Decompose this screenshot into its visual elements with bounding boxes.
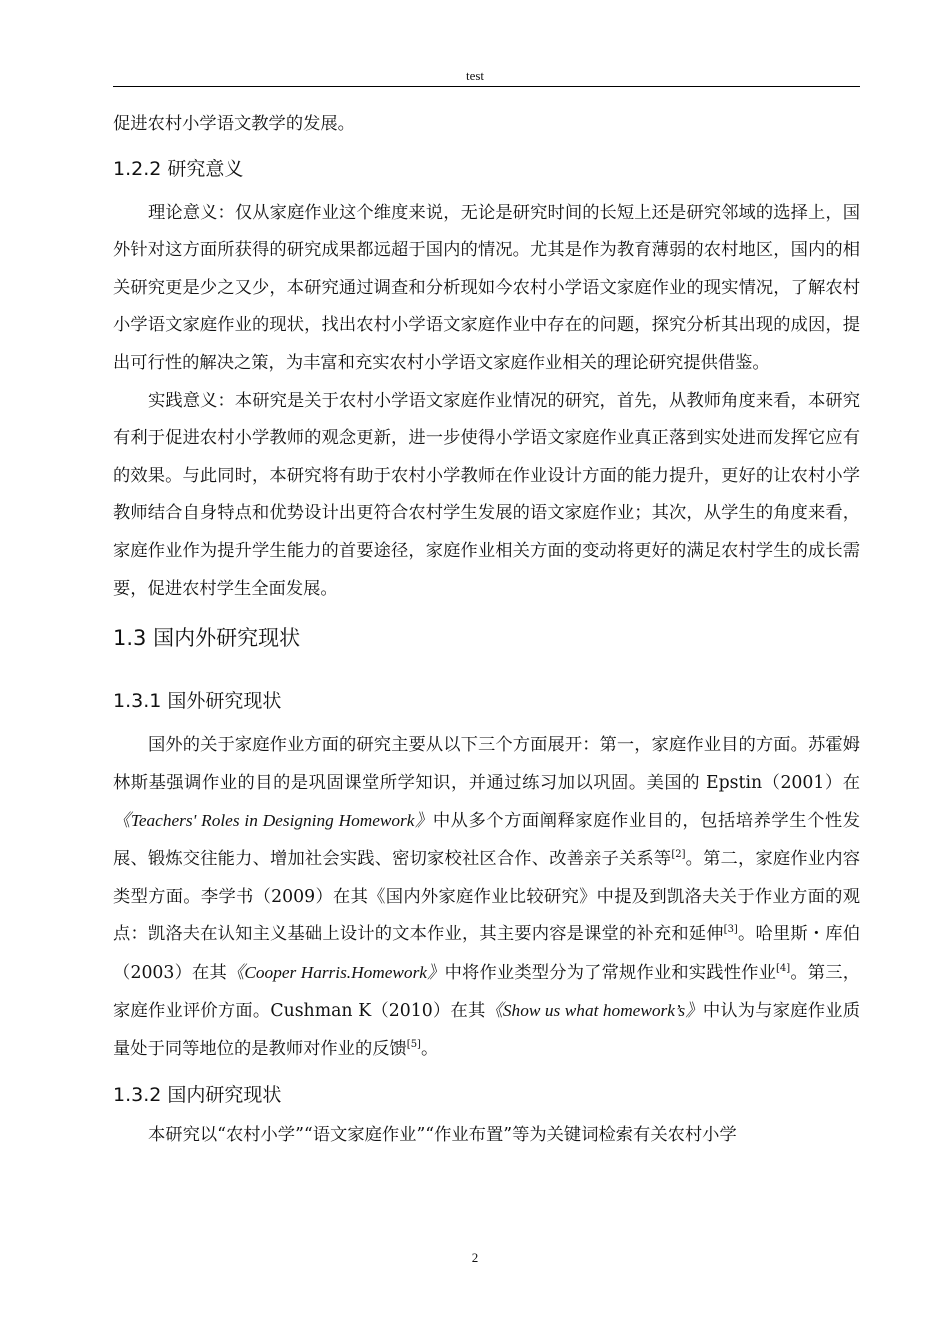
citation-ref: [2] <box>671 848 686 860</box>
paragraph-theory-significance: 理论意义：仅从家庭作业这个维度来说，无论是研究时间的长短上还是研究邻域的选择上，国外针对这方面所获得的研究成果都远超于国内的情况。尤其是作为教育薄弱的农村地区，国内的相关研究更是少之又少，本研究通过调查和分析现如今农村小学语文家庭作业的现实情况，了解农村小学语文家庭作业的现状，找出农村小学语文家庭作业中存在的问题，探究分析其出现的成因，提出可行性的解决之策，为丰富和充实农村小学语文家庭作业相关的理论研究提供借鉴。 <box>113 202 860 373</box>
book-title: 《Teachers' Roles in Designing Homework》 <box>113 811 433 831</box>
text-run: 中将作业类型分为了常规作业和实践性作业 <box>444 962 777 983</box>
paragraph-domestic-research: 本研究以“农村小学”“语文家庭作业”“作业布置”等为关键词检索有关农村小学 <box>148 1125 737 1146</box>
heading-1-3-2: 1.3.2 国内研究现状 <box>113 1084 282 1107</box>
page-body <box>113 96 860 1155</box>
book-title: 《Show us what homework’s》 <box>485 1001 703 1021</box>
text-run: 中认为与家庭作业质量处于同等地位的是教师对作业的反馈 <box>113 1001 860 1059</box>
page-header: test <box>465 68 485 83</box>
paragraph-foreign-research <box>113 727 860 1068</box>
text-run: 。第二，家庭作业内容类型方面。李学书（2009）在其《国内外家庭作业比较研究》中提及到凯洛夫关于作业方面的观点：凯洛夫在认知主义基础上设计的文本作业，其主要内容是课堂的补充和延伸 <box>113 848 860 945</box>
paragraph-continuation: 促进农村小学语文教学的发展。 <box>113 114 355 134</box>
citation-ref: [3] <box>723 924 738 936</box>
heading-1-3-1: 1.3.1 国外研究现状 <box>113 690 282 713</box>
text-run: 国外的关于家庭作业方面的研究主要从以下三个方面展开：第一，家庭作业目的方面。苏霍姆林斯基强调作业的目的是巩固课堂所学知识，并通过练习加以巩固。美国的 Epstin（2001）在 <box>113 735 860 793</box>
citation-ref: [4] <box>776 962 791 974</box>
header-rule <box>113 86 860 87</box>
page-number: 2 <box>471 1250 479 1265</box>
book-title: 《Cooper Harris.Homework》 <box>226 962 445 982</box>
text-run: 。哈里斯・库伯（2003）在其 <box>113 924 860 983</box>
text-run: 。第三，家庭作业评价方面。Cushman K（2010）在其 <box>113 962 860 1022</box>
text-run: 中从多个方面阐释家庭作业目的，包括培养学生个性发展、锻炼交往能力、增加社会实践、密切家校社区合作、改善亲子关系等 <box>113 811 860 869</box>
heading-1-2-2: 1.2.2 研究意义 <box>113 157 244 180</box>
text-run: 。 <box>420 1038 439 1059</box>
citation-ref: [5] <box>406 1038 421 1050</box>
heading-1-3: 1.3 国内外研究现状 <box>113 626 301 651</box>
paragraph-practice-significance: 实践意义：本研究是关于农村小学语文家庭作业情况的研究，首先，从教师角度来看，本研究有利于促进农村小学教师的观念更新，进一步使得小学语文家庭作业真正落到实处进而发挥它应有的效果。与此同时，本研究将有助于农村小学教师在作业设计方面的能力提升，更好的让农村小学教师结合自身特点和优势设计出更符合农村学生发展的语文家庭作业；其次，从学生的角度来看，家庭作业作为提升学生能力的首要途径，家庭作业相关方面的变动将更好的满足农村学生的成长需要，促进农村学生全面发展。 <box>113 390 860 599</box>
